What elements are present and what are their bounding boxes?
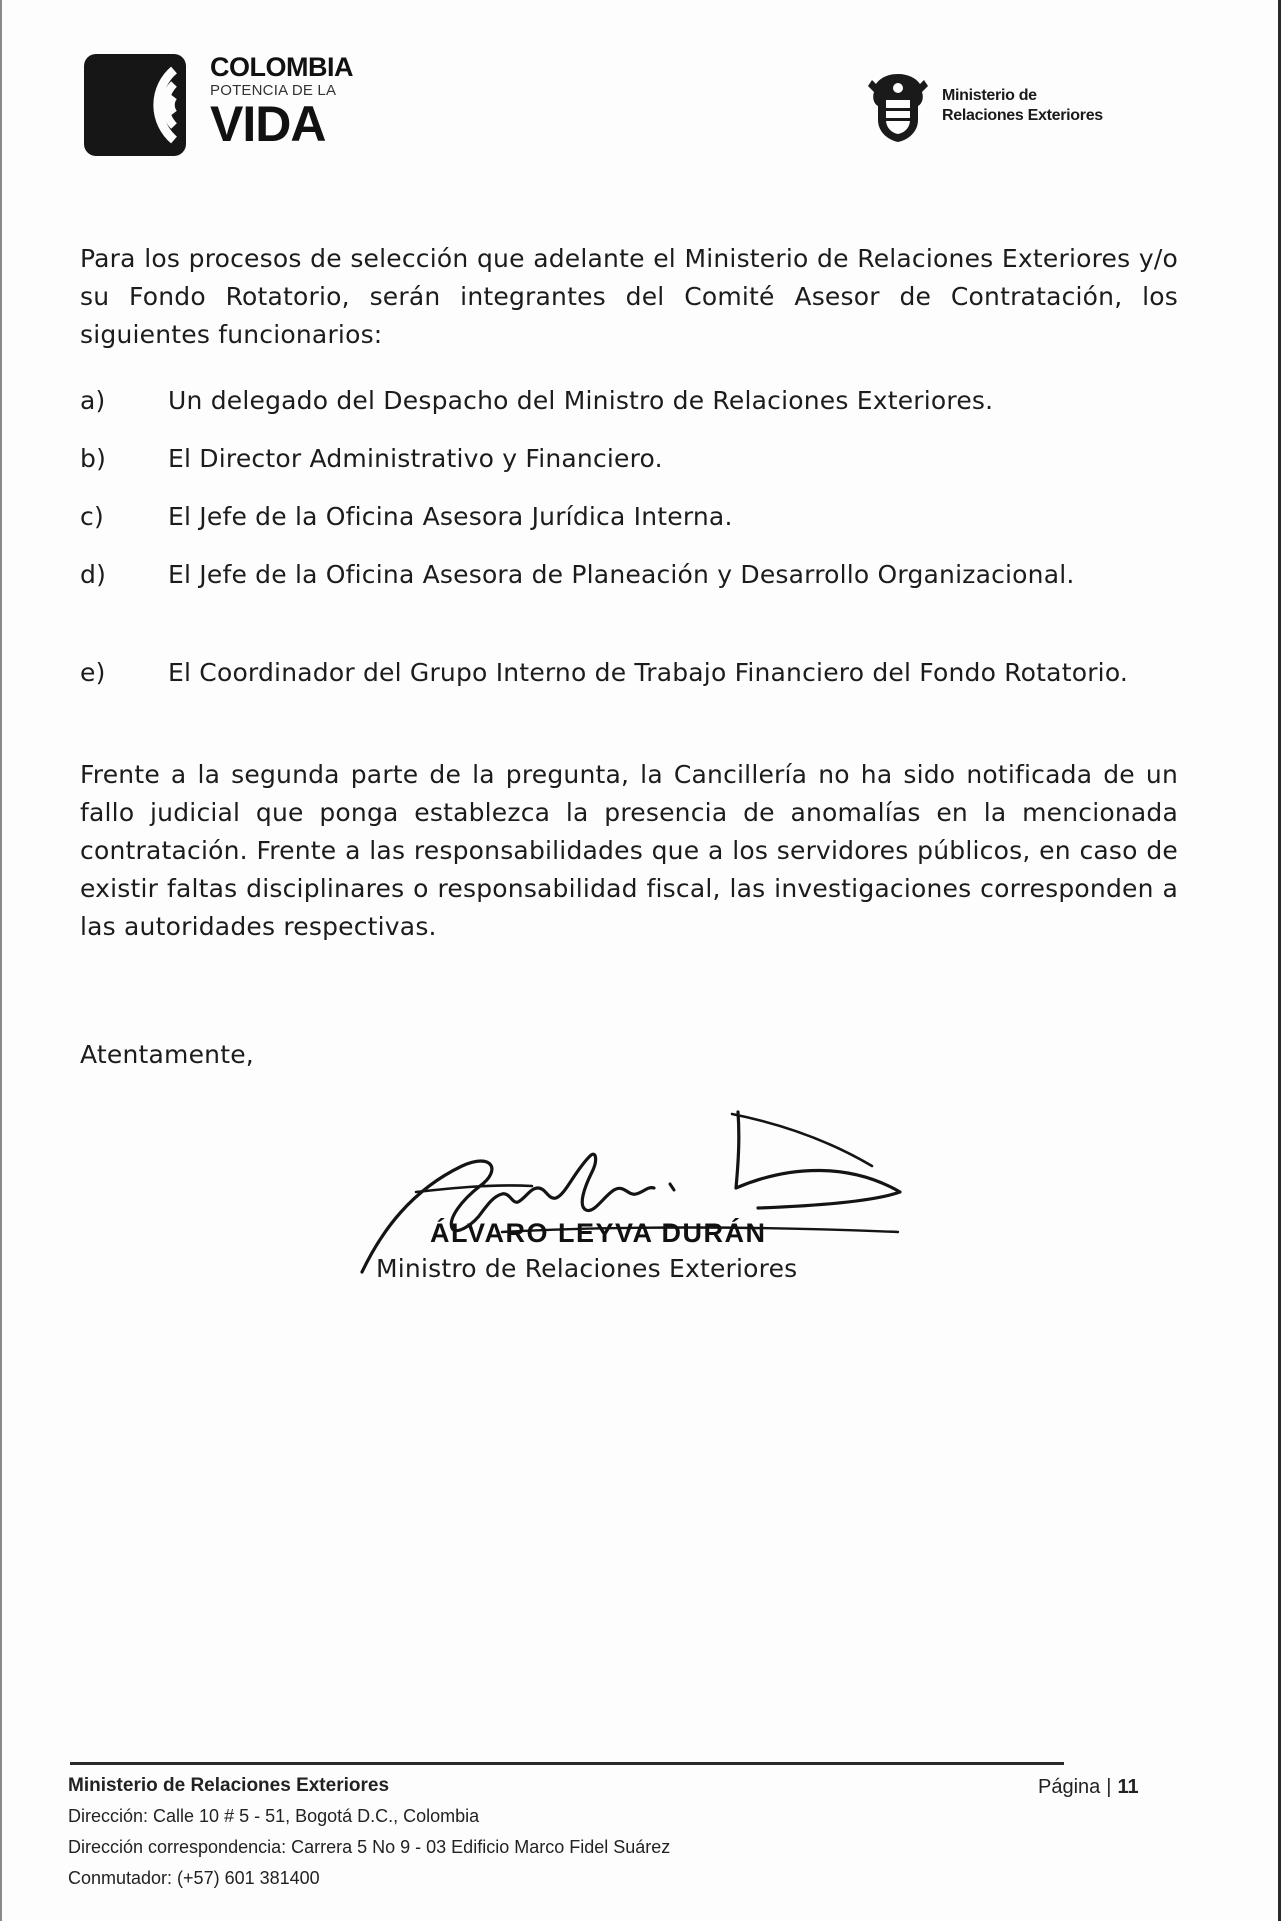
- footer-address: Dirección: Calle 10 # 5 - 51, Bogotá D.C., Colombia: [68, 1806, 480, 1826]
- ministry-name-line1: Ministerio de: [942, 87, 1037, 104]
- ministry-name: [942, 86, 1103, 126]
- brand-line-vida: VIDA: [210, 96, 326, 152]
- colombia-brand-logo: [84, 52, 384, 162]
- list-item: [80, 498, 1178, 536]
- list-item: [80, 440, 1178, 478]
- signer-title: Ministro de Relaciones Exteriores: [376, 1254, 798, 1283]
- page-number: [1038, 1776, 1139, 1799]
- brand-line-colombia: COLOMBIA: [210, 52, 353, 82]
- intro-paragraph: Para los procesos de selección que adelante el Ministerio de Relaciones Exteriores y/o su Fondo Rotatorio, serán integrantes del Comité Asesor de Contratación, los siguientes funcionarios:: [80, 244, 1178, 349]
- footer-mail-address: Dirección correspondencia: Carrera 5 No 9 - 03 Edificio Marco Fidel Suárez: [68, 1837, 671, 1857]
- page-left-edge: [0, 0, 2, 1921]
- page-label: Página: [1038, 1776, 1101, 1798]
- footer-divider: [70, 1762, 1064, 1765]
- list-text: Un delegado del Despacho del Ministro de Relaciones Exteriores.: [168, 386, 994, 415]
- ministry-name-line2: Relaciones Exteriores: [942, 107, 1103, 124]
- brand-line-potencia: POTENCIA DE LA: [210, 82, 337, 99]
- page-number-value: 11: [1117, 1776, 1139, 1798]
- list-text: El Jefe de la Oficina Asesora de Planeación y Desarrollo Organizacional.: [168, 560, 1075, 589]
- list-marker: c): [80, 502, 104, 531]
- list-text: El Director Administrativo y Financiero.: [168, 444, 663, 473]
- footer-org-name: Ministerio de Relaciones Exteriores: [68, 1775, 390, 1796]
- list-item: [80, 382, 1178, 420]
- list-marker: b): [80, 444, 107, 473]
- signal-waves-icon: [84, 54, 186, 156]
- list-marker: d): [80, 560, 107, 589]
- list-text: El Coordinador del Grupo Interno de Trabajo Financiero del Fondo Rotatorio.: [168, 658, 1129, 687]
- list-item: [80, 654, 1178, 692]
- list-marker: e): [80, 658, 106, 687]
- signer-name: ÁLVARO LEYVA DURÁN: [430, 1218, 767, 1248]
- list-marker: a): [80, 386, 106, 415]
- ministry-logo: [866, 70, 1196, 150]
- list-item: [80, 556, 1178, 594]
- list-text: El Jefe de la Oficina Asesora Jurídica Interna.: [168, 502, 733, 531]
- footer-phone: Conmutador: (+57) 601 381400: [68, 1868, 320, 1888]
- response-paragraph: Frente a la segunda parte de la pregunta, la Cancillería no ha sido notificada de un fallo judicial que ponga establezca la presencia de anomalías en la mencionada contratación. Frente a las responsabilidades que a los servidores públicos, en caso de existir faltas disciplinares o responsabilidad fiscal, las investigaciones corresponden a las autoridades respectivas.: [80, 760, 1178, 941]
- page-separator: |: [1106, 1776, 1112, 1798]
- footer-contact: [68, 1770, 1008, 1894]
- brand-wordmark: [210, 52, 390, 152]
- coat-of-arms-icon: [866, 70, 930, 144]
- closing-salutation: Atentamente,: [80, 1040, 254, 1069]
